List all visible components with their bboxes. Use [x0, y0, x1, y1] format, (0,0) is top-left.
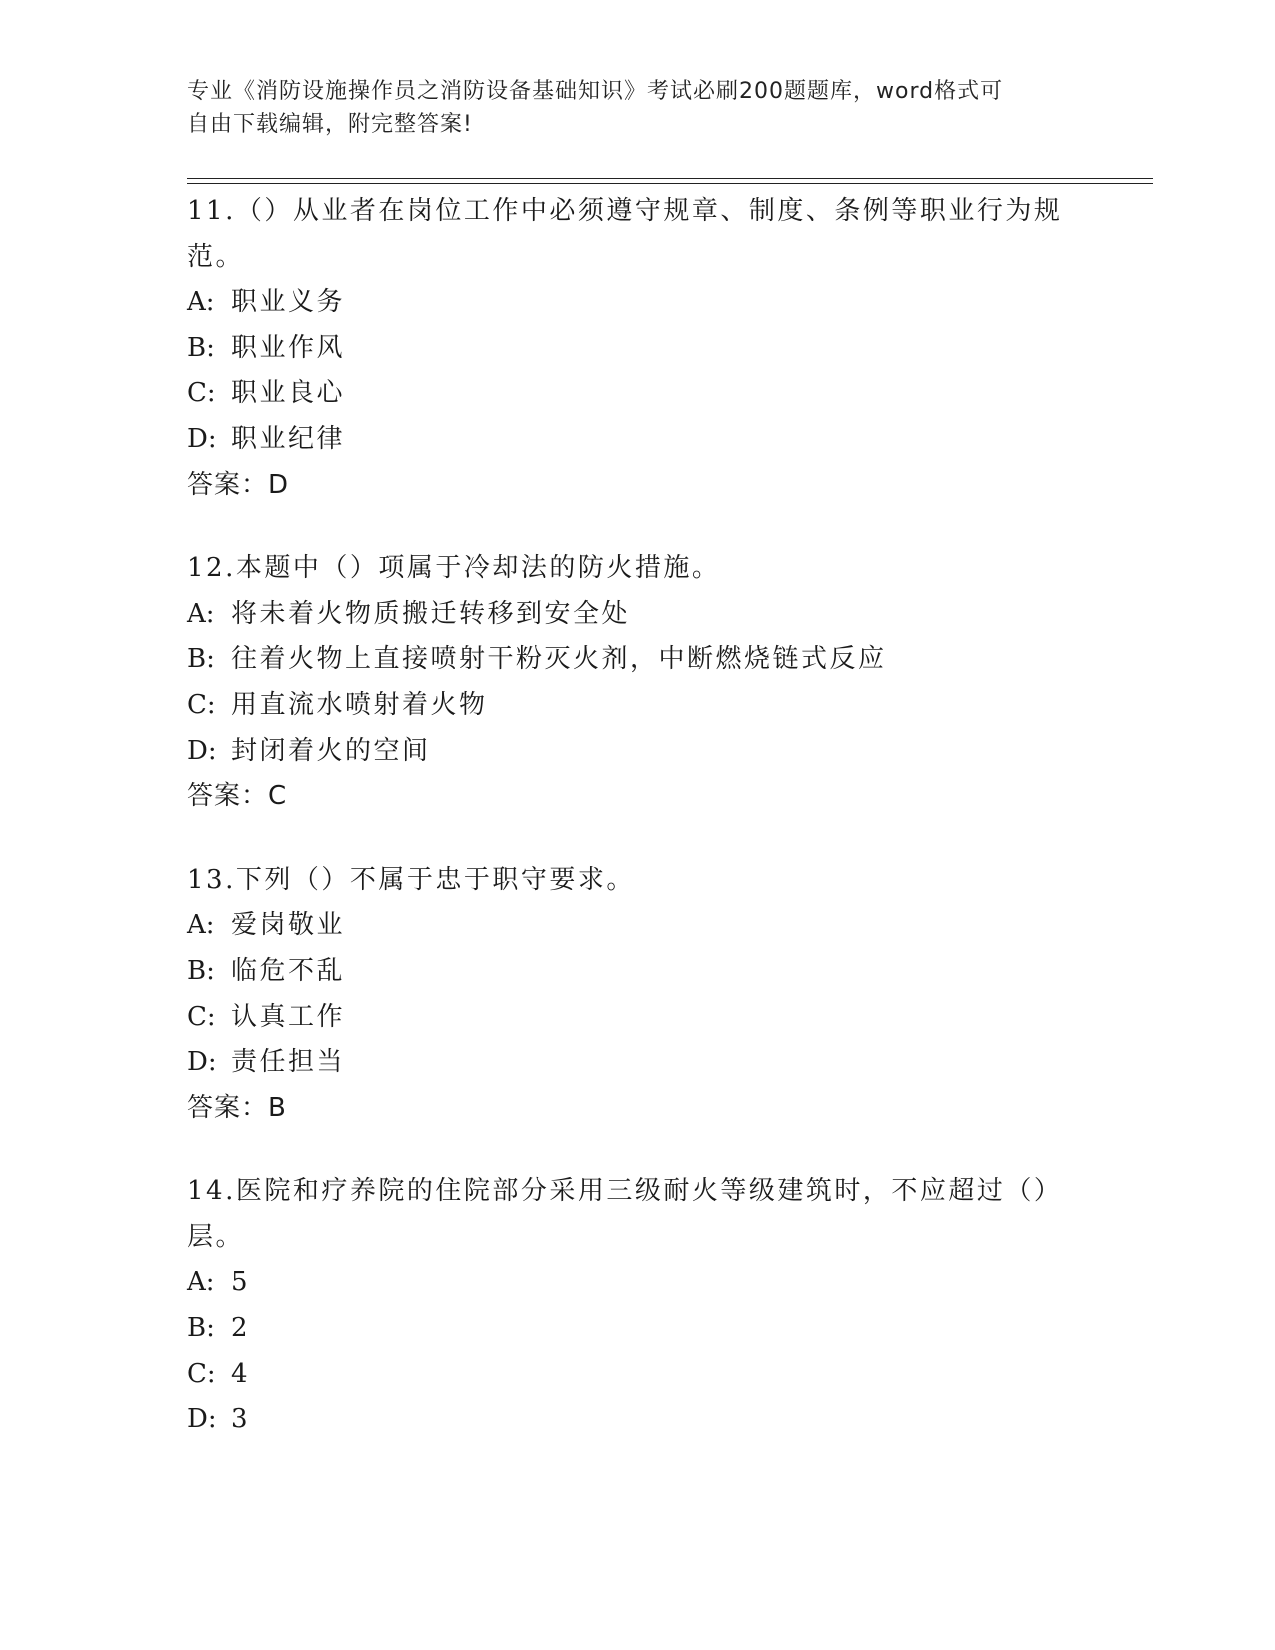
question-11	[187, 189, 1087, 508]
option-c	[187, 371, 1087, 417]
option-d	[187, 729, 1087, 775]
option-b	[187, 949, 1087, 995]
question-stem: 13.下列（）不属于忠于职守要求。	[187, 864, 635, 895]
option-label: D:	[187, 423, 217, 454]
answer-line: 答案：B	[187, 1092, 287, 1123]
question-13	[187, 858, 1087, 1132]
option-label: A:	[187, 1267, 215, 1298]
option-text: 5	[231, 1267, 251, 1298]
option-label: A:	[187, 598, 215, 629]
option-a	[187, 903, 1087, 949]
option-text: 临危不乱	[231, 955, 346, 986]
document-header	[187, 75, 1087, 141]
answer-line: 答案：C	[187, 781, 288, 812]
option-b	[187, 326, 1087, 372]
option-text: 爱岗敬业	[231, 910, 346, 941]
option-b	[187, 1306, 1087, 1352]
option-a	[187, 592, 1087, 638]
option-label: C:	[187, 689, 216, 720]
option-c	[187, 995, 1087, 1041]
option-label: C:	[187, 378, 216, 409]
question-stem: 11.（）从业者在岗位工作中必须遵守规章、制度、条例等职业行为规	[187, 196, 1063, 226]
option-text: 3	[231, 1404, 251, 1435]
question-14	[187, 1169, 1087, 1443]
option-label: C:	[187, 1358, 216, 1389]
option-text: 将未着火物质搬迁转移到安全处	[231, 598, 631, 629]
option-text: 封闭着火的空间	[231, 735, 431, 766]
question-stem-continued: 层。	[187, 1221, 245, 1252]
option-text: 用直流水喷射着火物	[231, 689, 488, 720]
header-divider-thick	[187, 178, 1153, 179]
question-12	[187, 546, 1087, 820]
option-label: C:	[187, 1001, 216, 1032]
option-text: 4	[231, 1358, 251, 1389]
option-label: B:	[187, 332, 215, 363]
option-label: A:	[187, 287, 215, 318]
option-text: 责任担当	[231, 1047, 346, 1078]
option-text: 2	[231, 1313, 251, 1344]
option-text: 认真工作	[231, 1001, 346, 1032]
answer-line: 答案：D	[187, 469, 290, 500]
question-list	[187, 189, 1087, 1481]
option-label: B:	[187, 955, 215, 986]
option-text: 职业作风	[231, 332, 346, 363]
header-title-line-1: 专业《消防设施操作员之消防设备基础知识》考试必刷200题题库，word格式可	[187, 79, 1004, 104]
option-c	[187, 683, 1087, 729]
question-stem: 14.医院和疗养院的住院部分采用三级耐火等级建筑时，不应超过（）	[187, 1176, 1063, 1207]
option-label: B:	[187, 1313, 215, 1344]
option-d	[187, 1397, 1087, 1443]
option-d	[187, 417, 1087, 463]
option-d	[187, 1040, 1087, 1086]
option-b	[187, 637, 1087, 683]
option-label: B:	[187, 644, 215, 675]
option-label: D:	[187, 735, 217, 766]
question-stem-continued: 范。	[187, 241, 245, 272]
header-divider-thin	[187, 183, 1153, 184]
option-text: 往着火物上直接喷射干粉灭火剂，中断燃烧链式反应	[231, 644, 887, 675]
option-a	[187, 1260, 1087, 1306]
option-text: 职业纪律	[231, 423, 346, 454]
option-label: D:	[187, 1047, 217, 1078]
option-label: D:	[187, 1404, 217, 1435]
option-c	[187, 1352, 1087, 1398]
option-text: 职业义务	[231, 287, 346, 318]
header-title-line-2: 自由下载编辑，附完整答案!	[187, 112, 473, 137]
option-text: 职业良心	[231, 378, 346, 409]
option-a	[187, 280, 1087, 326]
option-label: A:	[187, 910, 215, 941]
question-stem: 12.本题中（）项属于冷却法的防火措施。	[187, 553, 721, 584]
